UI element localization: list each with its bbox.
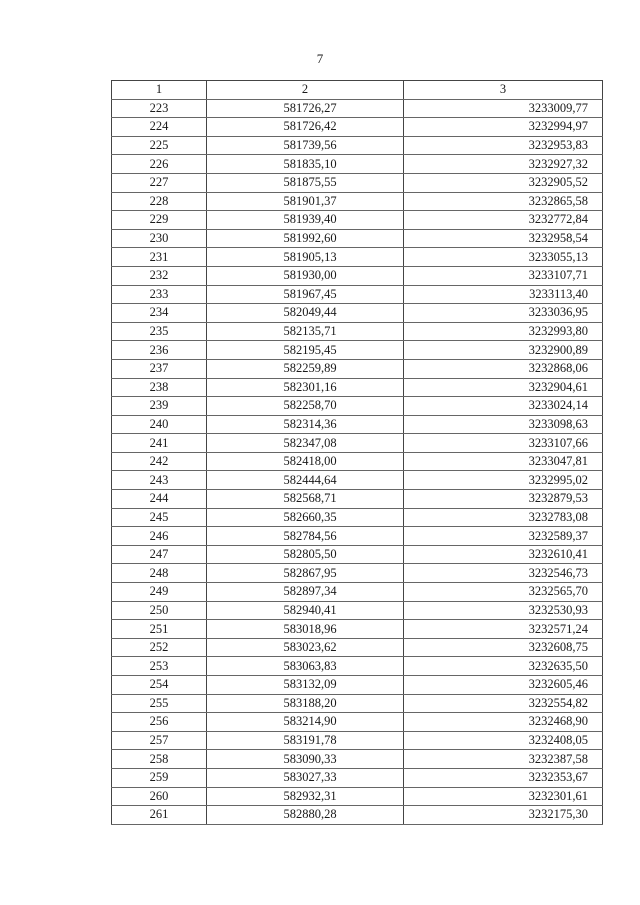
table-row bbox=[112, 173, 603, 192]
table-row bbox=[112, 750, 603, 769]
x-coordinate-cell: 583188,20 bbox=[207, 694, 404, 713]
y-coordinate-cell: 3232571,24 bbox=[404, 620, 603, 639]
y-coordinate-cell: 3232993,80 bbox=[404, 322, 603, 341]
point-number-cell: 253 bbox=[112, 657, 207, 676]
y-coordinate-cell: 3233107,66 bbox=[404, 434, 603, 453]
y-coordinate-cell: 3232783,08 bbox=[404, 508, 603, 527]
table-row bbox=[112, 397, 603, 416]
x-coordinate-cell: 581726,42 bbox=[207, 118, 404, 137]
table-row bbox=[112, 359, 603, 378]
point-number-cell: 247 bbox=[112, 545, 207, 564]
point-number-cell: 259 bbox=[112, 768, 207, 787]
x-coordinate-cell: 582259,89 bbox=[207, 359, 404, 378]
x-coordinate-cell: 582805,50 bbox=[207, 545, 404, 564]
y-coordinate-cell: 3232605,46 bbox=[404, 676, 603, 695]
x-coordinate-cell: 582314,36 bbox=[207, 415, 404, 434]
point-number-cell: 232 bbox=[112, 266, 207, 285]
y-coordinate-cell: 3232900,89 bbox=[404, 341, 603, 360]
table-row bbox=[112, 434, 603, 453]
point-number-cell: 240 bbox=[112, 415, 207, 434]
point-number-cell: 238 bbox=[112, 378, 207, 397]
point-number-cell: 248 bbox=[112, 564, 207, 583]
point-number-cell: 261 bbox=[112, 806, 207, 825]
x-coordinate-cell: 582897,34 bbox=[207, 583, 404, 602]
x-coordinate-cell: 583063,83 bbox=[207, 657, 404, 676]
x-coordinate-cell: 581726,27 bbox=[207, 99, 404, 118]
point-number-cell: 225 bbox=[112, 136, 207, 155]
coordinates-table bbox=[111, 80, 603, 825]
point-number-cell: 239 bbox=[112, 397, 207, 416]
table-row bbox=[112, 341, 603, 360]
y-coordinate-cell: 3232927,32 bbox=[404, 155, 603, 174]
y-coordinate-cell: 3232865,58 bbox=[404, 192, 603, 211]
y-coordinate-cell: 3233055,13 bbox=[404, 248, 603, 267]
y-coordinate-cell: 3233024,14 bbox=[404, 397, 603, 416]
y-coordinate-cell: 3232772,84 bbox=[404, 211, 603, 230]
y-coordinate-cell: 3233098,63 bbox=[404, 415, 603, 434]
table-row bbox=[112, 266, 603, 285]
point-number-cell: 245 bbox=[112, 508, 207, 527]
table-row bbox=[112, 620, 603, 639]
table-row bbox=[112, 731, 603, 750]
x-coordinate-cell: 582195,45 bbox=[207, 341, 404, 360]
point-number-cell: 255 bbox=[112, 694, 207, 713]
y-coordinate-cell: 3232353,67 bbox=[404, 768, 603, 787]
table-row bbox=[112, 768, 603, 787]
x-coordinate-cell: 581967,45 bbox=[207, 285, 404, 304]
point-number-cell: 257 bbox=[112, 731, 207, 750]
x-coordinate-cell: 582135,71 bbox=[207, 322, 404, 341]
x-coordinate-cell: 582880,28 bbox=[207, 806, 404, 825]
table-row bbox=[112, 564, 603, 583]
y-coordinate-cell: 3232953,83 bbox=[404, 136, 603, 155]
table-row bbox=[112, 378, 603, 397]
point-number-cell: 229 bbox=[112, 211, 207, 230]
y-coordinate-cell: 3232905,52 bbox=[404, 173, 603, 192]
header-col-3: 3 bbox=[404, 81, 603, 100]
x-coordinate-cell: 581992,60 bbox=[207, 229, 404, 248]
table-row bbox=[112, 490, 603, 509]
x-coordinate-cell: 582049,44 bbox=[207, 304, 404, 323]
x-coordinate-cell: 581901,37 bbox=[207, 192, 404, 211]
x-coordinate-cell: 582444,64 bbox=[207, 471, 404, 490]
point-number-cell: 256 bbox=[112, 713, 207, 732]
table-row bbox=[112, 285, 603, 304]
x-coordinate-cell: 583191,78 bbox=[207, 731, 404, 750]
table-row bbox=[112, 415, 603, 434]
table-row bbox=[112, 471, 603, 490]
y-coordinate-cell: 3232175,30 bbox=[404, 806, 603, 825]
table-row bbox=[112, 118, 603, 137]
table-row bbox=[112, 787, 603, 806]
table-row bbox=[112, 155, 603, 174]
point-number-cell: 246 bbox=[112, 527, 207, 546]
y-coordinate-cell: 3232408,05 bbox=[404, 731, 603, 750]
table-row bbox=[112, 601, 603, 620]
point-number-cell: 243 bbox=[112, 471, 207, 490]
x-coordinate-cell: 582418,00 bbox=[207, 452, 404, 471]
point-number-cell: 226 bbox=[112, 155, 207, 174]
y-coordinate-cell: 3233036,95 bbox=[404, 304, 603, 323]
x-coordinate-cell: 583090,33 bbox=[207, 750, 404, 769]
point-number-cell: 250 bbox=[112, 601, 207, 620]
point-number-cell: 241 bbox=[112, 434, 207, 453]
x-coordinate-cell: 582347,08 bbox=[207, 434, 404, 453]
y-coordinate-cell: 3232635,50 bbox=[404, 657, 603, 676]
x-coordinate-cell: 581905,13 bbox=[207, 248, 404, 267]
table-row bbox=[112, 248, 603, 267]
point-number-cell: 237 bbox=[112, 359, 207, 378]
x-coordinate-cell: 582932,31 bbox=[207, 787, 404, 806]
y-coordinate-cell: 3232879,53 bbox=[404, 490, 603, 509]
y-coordinate-cell: 3233009,77 bbox=[404, 99, 603, 118]
x-coordinate-cell: 581739,56 bbox=[207, 136, 404, 155]
table-row bbox=[112, 713, 603, 732]
point-number-cell: 251 bbox=[112, 620, 207, 639]
x-coordinate-cell: 581835,10 bbox=[207, 155, 404, 174]
x-coordinate-cell: 582258,70 bbox=[207, 397, 404, 416]
table-row bbox=[112, 657, 603, 676]
header-row bbox=[112, 81, 603, 100]
table-row bbox=[112, 229, 603, 248]
x-coordinate-cell: 582867,95 bbox=[207, 564, 404, 583]
point-number-cell: 227 bbox=[112, 173, 207, 192]
y-coordinate-cell: 3232958,54 bbox=[404, 229, 603, 248]
point-number-cell: 224 bbox=[112, 118, 207, 137]
point-number-cell: 223 bbox=[112, 99, 207, 118]
x-coordinate-cell: 582301,16 bbox=[207, 378, 404, 397]
x-coordinate-cell: 583214,90 bbox=[207, 713, 404, 732]
y-coordinate-cell: 3233107,71 bbox=[404, 266, 603, 285]
table-row bbox=[112, 192, 603, 211]
y-coordinate-cell: 3232610,41 bbox=[404, 545, 603, 564]
table-row bbox=[112, 136, 603, 155]
point-number-cell: 260 bbox=[112, 787, 207, 806]
y-coordinate-cell: 3232589,37 bbox=[404, 527, 603, 546]
table-row bbox=[112, 676, 603, 695]
x-coordinate-cell: 582940,41 bbox=[207, 601, 404, 620]
point-number-cell: 231 bbox=[112, 248, 207, 267]
x-coordinate-cell: 582784,56 bbox=[207, 527, 404, 546]
y-coordinate-cell: 3232546,73 bbox=[404, 564, 603, 583]
point-number-cell: 252 bbox=[112, 638, 207, 657]
x-coordinate-cell: 583023,62 bbox=[207, 638, 404, 657]
y-coordinate-cell: 3232868,06 bbox=[404, 359, 603, 378]
point-number-cell: 242 bbox=[112, 452, 207, 471]
table-row bbox=[112, 638, 603, 657]
point-number-cell: 233 bbox=[112, 285, 207, 304]
point-number-cell: 254 bbox=[112, 676, 207, 695]
table-body bbox=[112, 99, 603, 824]
y-coordinate-cell: 3232565,70 bbox=[404, 583, 603, 602]
x-coordinate-cell: 583027,33 bbox=[207, 768, 404, 787]
table-row bbox=[112, 322, 603, 341]
y-coordinate-cell: 3232995,02 bbox=[404, 471, 603, 490]
point-number-cell: 244 bbox=[112, 490, 207, 509]
table-row bbox=[112, 694, 603, 713]
table-row bbox=[112, 211, 603, 230]
x-coordinate-cell: 581875,55 bbox=[207, 173, 404, 192]
header-col-1: 1 bbox=[112, 81, 207, 100]
y-coordinate-cell: 3232301,61 bbox=[404, 787, 603, 806]
y-coordinate-cell: 3232530,93 bbox=[404, 601, 603, 620]
y-coordinate-cell: 3232554,82 bbox=[404, 694, 603, 713]
point-number-cell: 230 bbox=[112, 229, 207, 248]
x-coordinate-cell: 582660,35 bbox=[207, 508, 404, 527]
table-row bbox=[112, 99, 603, 118]
y-coordinate-cell: 3233047,81 bbox=[404, 452, 603, 471]
y-coordinate-cell: 3233113,40 bbox=[404, 285, 603, 304]
y-coordinate-cell: 3232468,90 bbox=[404, 713, 603, 732]
point-number-cell: 258 bbox=[112, 750, 207, 769]
y-coordinate-cell: 3232387,58 bbox=[404, 750, 603, 769]
x-coordinate-cell: 582568,71 bbox=[207, 490, 404, 509]
table-row bbox=[112, 304, 603, 323]
table-row bbox=[112, 583, 603, 602]
table-row bbox=[112, 545, 603, 564]
x-coordinate-cell: 583018,96 bbox=[207, 620, 404, 639]
header-col-2: 2 bbox=[207, 81, 404, 100]
point-number-cell: 234 bbox=[112, 304, 207, 323]
point-number-cell: 236 bbox=[112, 341, 207, 360]
table-row bbox=[112, 527, 603, 546]
x-coordinate-cell: 583132,09 bbox=[207, 676, 404, 695]
table-header bbox=[112, 81, 603, 100]
table-row bbox=[112, 806, 603, 825]
table-row bbox=[112, 508, 603, 527]
point-number-cell: 228 bbox=[112, 192, 207, 211]
table-row bbox=[112, 452, 603, 471]
y-coordinate-cell: 3232904,61 bbox=[404, 378, 603, 397]
point-number-cell: 235 bbox=[112, 322, 207, 341]
x-coordinate-cell: 581939,40 bbox=[207, 211, 404, 230]
x-coordinate-cell: 581930,00 bbox=[207, 266, 404, 285]
y-coordinate-cell: 3232994,97 bbox=[404, 118, 603, 137]
point-number-cell: 249 bbox=[112, 583, 207, 602]
page-number: 7 bbox=[316, 51, 324, 66]
y-coordinate-cell: 3232608,75 bbox=[404, 638, 603, 657]
